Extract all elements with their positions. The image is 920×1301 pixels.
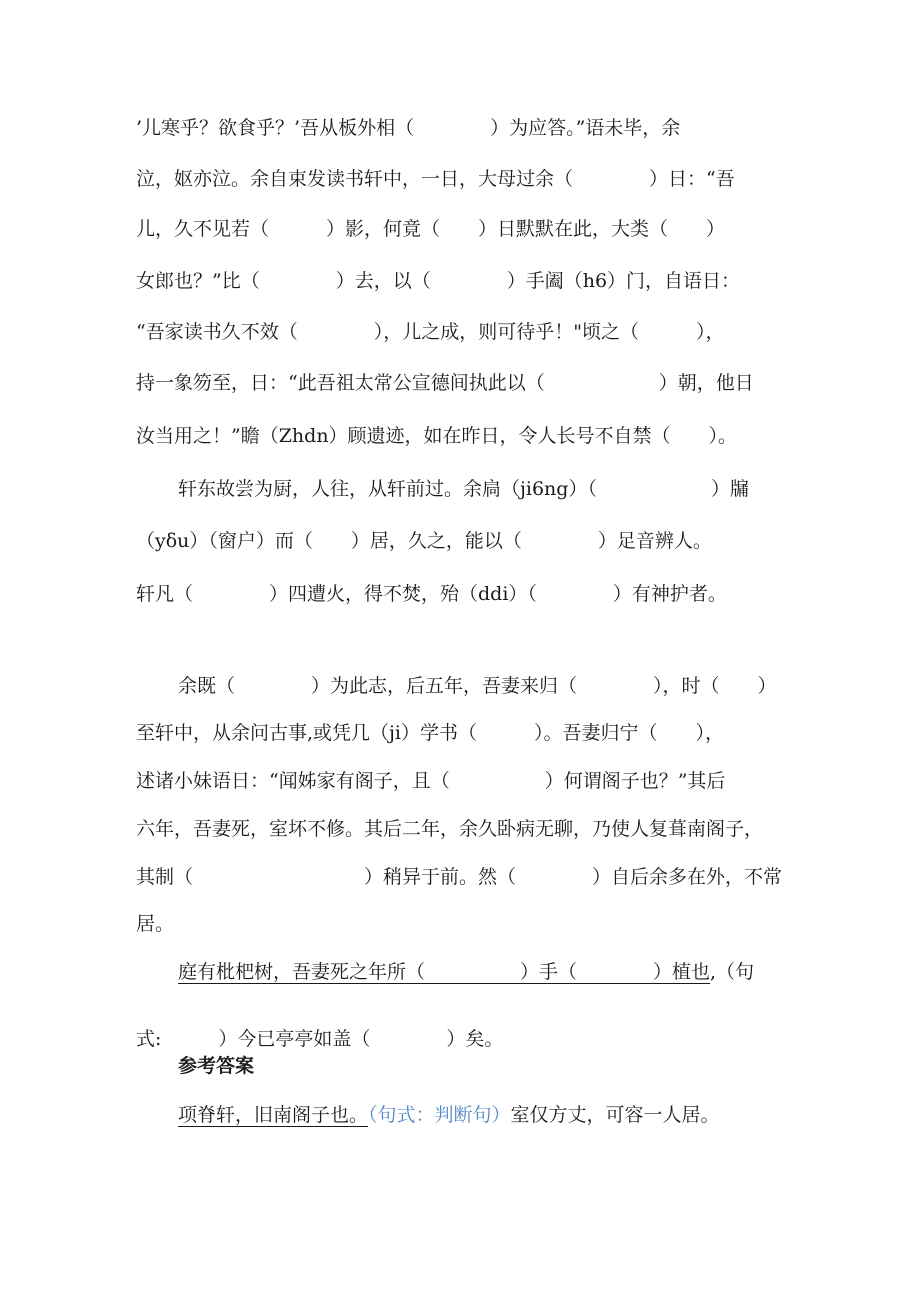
answer-rest: 室仅方丈，可容一人居。 (510, 1104, 720, 1126)
text-line: 余既（ ）为此志，后五年，吾妻来归（ ），时（ ） (178, 675, 777, 697)
text-line: “吾家读书久不效（ ），儿之成，则可待乎！"顷之（ ）， (136, 321, 725, 343)
text-line: 其制（ ）稍异于前。然（ ）自后余多在外，不常 (136, 866, 783, 888)
text-line: 六年，吾妻死，室坏不修。其后二年，余久卧病无聊，乃使人复葺南阁子， (136, 818, 764, 840)
text-line: 式: ）今已亭亭如盖（ ）矣。 (136, 1028, 504, 1050)
text-line: 汝当用之！”瞻（Zhdn）顾遗迹，如在昨日，令人长号不自禁（ ）。 (136, 425, 738, 447)
text-line: 泣，妪亦泣。余自束发读书轩中，一日，大母过余（ ）日：“吾 (136, 168, 735, 190)
underlined-sentence: 庭有枇杷树，吾妻死之年所（ ）手（ ）植也 (178, 961, 711, 983)
answer-heading: 参考答案 (178, 1055, 255, 1077)
text-line: 儿，久不见若（ ）影，何竟（ ）日默默在此，大类（ ） (136, 218, 726, 240)
text-line: （yδu）（窗户）而（ ）居，久之，能以（ ）足音辨人。 (136, 530, 712, 552)
sentence-note: ,（句 (710, 961, 755, 983)
text-line: 居。 (136, 913, 175, 935)
text-line: 轩凡（ ）四遭火，得不焚，殆（ddi）（ ）有神护者。 (136, 583, 727, 605)
sentence-type-note: （句式：判断句） (368, 1104, 511, 1126)
text-line: 持一象笏至，日：“此吾祖太常公宣德间执此以（ ）朝，他日 (136, 372, 754, 394)
text-line: 至轩中，从余问古事,或凭几（ji）学书（ ）。吾妻归宁（ ）， (136, 722, 725, 744)
answer-line (178, 1102, 720, 1128)
text-line: 女郎也？”比（ ）去，以（ ）手阖（h6）门，自语日： (136, 270, 741, 292)
text-line: ’儿寒乎？欲食乎？’吾从板外相（ ）为应答。”语未毕，余 (136, 117, 681, 139)
text-line: 轩东故尝为厨，人往，从轩前过。余扃（ji6ng）（ ）牖 (178, 478, 749, 500)
text-line (178, 959, 754, 985)
text-line: 述诸小妹语日：“闻姊家有阁子，且（ ）何谓阁子也？”其后 (136, 770, 726, 792)
underlined-sentence: 项脊轩，旧南阁子也。 (178, 1104, 369, 1126)
